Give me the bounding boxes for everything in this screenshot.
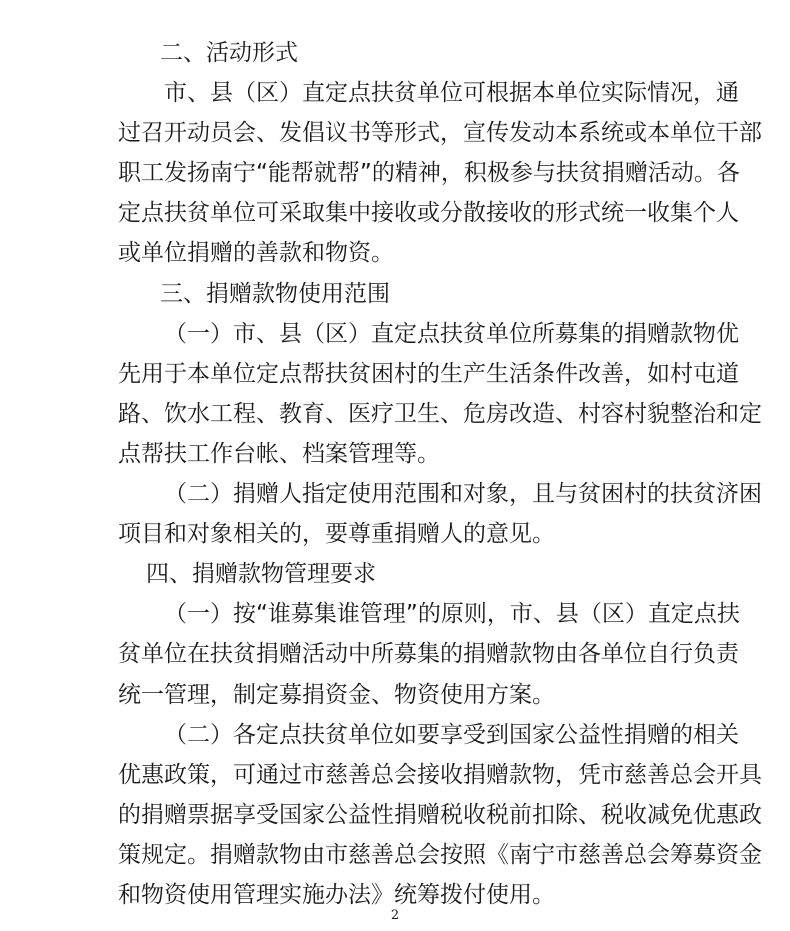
paragraph-line: 先用于本单位定点帮扶贫困村的生产生活条件改善，如村屯道	[118, 361, 739, 387]
paragraph-line: （二）捐赠人指定使用范围和对象，且与贫困村的扶贫济困	[164, 481, 762, 507]
paragraph-line: 的捐赠票据享受国家公益性捐赠税收税前扣除、税收减免优惠政	[118, 802, 762, 828]
page-number: 2	[390, 908, 400, 923]
paragraph-line: （二）各定点扶贫单位如要享受到国家公益性捐赠的相关	[164, 722, 739, 748]
paragraph-line: 路、饮水工程、教育、医疗卫生、危房改造、村容村貌整治和定	[118, 401, 762, 427]
paragraph-line: （一）市、县（区）直定点扶贫单位所募集的捐赠款物优	[164, 321, 739, 347]
paragraph-line: 和物资使用管理实施办法》统筹拨付使用。	[118, 882, 555, 908]
paragraph-line: 统一管理，制定募捐资金、物资使用方案。	[118, 682, 555, 708]
paragraph-line: 贫单位在扶贫捐赠活动中所募集的捐赠款物由各单位自行负责	[118, 641, 739, 667]
paragraph-line: 市、县（区）直定点扶贫单位可根据本单位实际情况，通	[164, 80, 739, 106]
paragraph-line: 定点扶贫单位可采取集中接收或分散接收的形式统一收集个人	[118, 200, 739, 226]
paragraph-line: （一）按“谁募集谁管理”的原则，市、县（区）直定点扶	[164, 601, 740, 627]
paragraph-line: 点帮扶工作台帐、档案管理等。	[118, 441, 440, 467]
section-heading-management-requirements: 四、捐赠款物管理要求	[146, 561, 376, 587]
section-heading-activity-form: 二、活动形式	[160, 40, 298, 66]
paragraph-line: 策规定。捐赠款物由市慈善总会按照《南宁市慈善总会筹募资金	[118, 842, 762, 868]
paragraph-line: 过召开动员会、发倡议书等形式，宣传发动本系统或本单位干部	[118, 120, 762, 146]
paragraph-line: 项目和对象相关的，要尊重捐赠人的意见。	[118, 521, 555, 547]
paragraph-line: 优惠政策，可通过市慈善总会接收捐赠款物，凭市慈善总会开具	[118, 762, 762, 788]
section-heading-usage-scope: 三、捐赠款物使用范围	[160, 281, 390, 307]
paragraph-line: 职工发扬南宁“能帮就帮”的精神，积极参与扶贫捐赠活动。各	[118, 160, 740, 186]
paragraph-line: 或单位捐赠的善款和物资。	[118, 240, 394, 266]
